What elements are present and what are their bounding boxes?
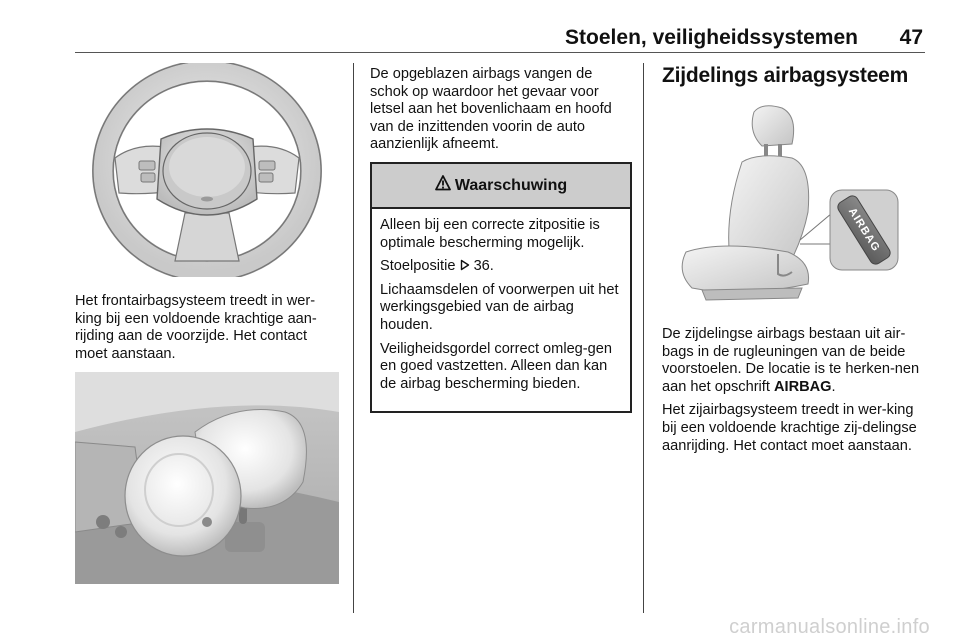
deployed-airbags-illustration [75,372,339,584]
section-heading: Stoelen, veiligheidssystemen [565,26,858,49]
warning-header [372,164,630,209]
side-airbag-text [662,326,928,461]
airbag-term: AIRBAG [773,378,832,395]
page-reference-triangle-icon [460,258,470,274]
side-airbag-seat-illustration [662,102,926,312]
warning-paragraph: Alleen bij een correcte zitpositie is optimale bescherming mogelijk. [380,217,600,251]
warning-title: Waarschuwing [454,176,568,194]
side-airbag-paragraph [662,326,928,396]
inflated-airbags-paragraph [370,66,634,154]
steering-wheel-illustration [75,63,339,277]
airbag-label: AIRBAG [845,205,883,255]
column-divider [353,63,354,613]
paragraph-text: De zijdelingse airbags bestaan uit air-bags in de rugleuningen van de beide voorstoelen. De locatie is te herken-nen aan het opschrift [662,326,920,395]
side-airbag-heading: Zijdelings airbagsysteem [662,64,909,87]
reference-label: Stoelpositie [380,258,460,275]
paragraph-text: Het frontairbagsysteem treedt in wer-king bij een voldoende krachtige aan-rijding aan de voorzijde. Het contact moet aanstaan. [75,293,317,362]
column-divider [643,63,644,613]
reference-page: 36. [469,258,494,275]
paragraph-text: De opgeblazen airbags vangen de schok op waardoor het gevaar voor letsel aan het bovenlichaam en hoofd van de inzittenden voorin de auto aanzienlijk afneemt. [370,66,612,153]
page-number: 47 [899,26,923,49]
warning-paragraph: Lichaamsdelen of voorwerpen uit het werkingsgebied van de airbag houden. [380,281,619,333]
paragraph-end: . [831,378,836,395]
warning-body [372,209,630,393]
seat-position-reference [380,258,623,276]
front-airbag-paragraph [75,293,341,363]
warning-paragraph: Veiligheidsgordel correct omleg-gen en goed vastzetten. Alleen dan kan de airbag bescherming bieden. [380,340,613,392]
warning-box [370,162,632,413]
header-rule [75,52,925,53]
warning-triangle-icon [435,175,451,196]
watermark: carmanualsonline.info [729,616,930,638]
side-airbag-activation-paragraph: Het zijairbagsysteem treedt in wer-king bij een voldoende krachtige zij-delingse aanrijding. Het contact moet aanstaan. [662,402,917,454]
